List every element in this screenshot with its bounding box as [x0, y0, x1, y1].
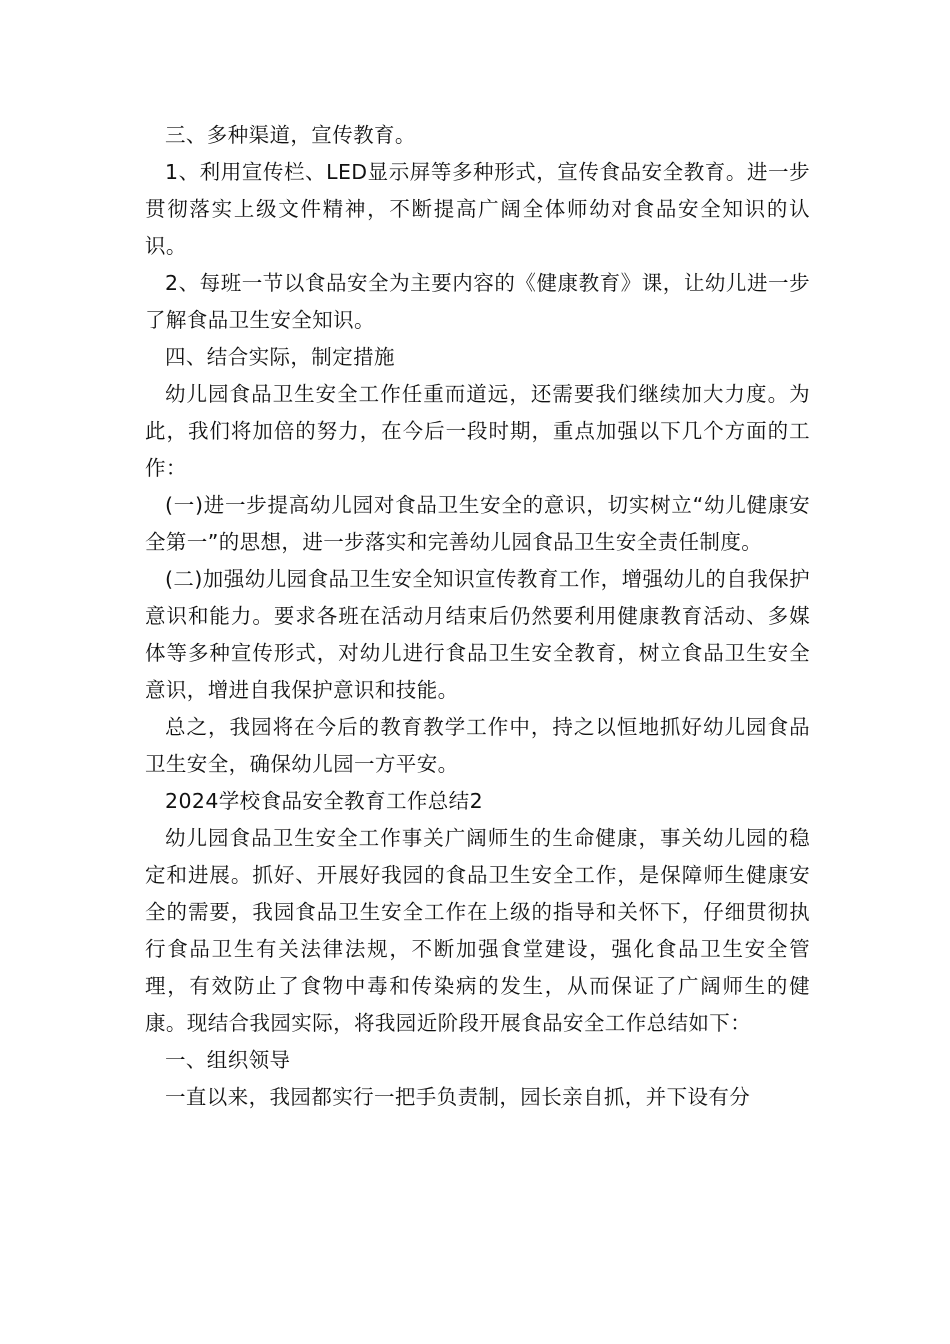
document-subtitle: 2024学校食品安全教育工作总结2	[165, 789, 484, 813]
paragraph-item-2: 2、每班一节以食品安全为主要内容的《健康教育》课，让幼儿进一步了解食品卫生安全知识。	[145, 271, 810, 332]
section-heading-four: 四、结合实际，制定措施	[165, 345, 395, 369]
paragraph-summary-intro: 幼儿园食品卫生安全工作事关广阔师生的生命健康，事关幼儿园的稳定和进展。抓好、开展好我园的食品卫生安全工作，是保障师生健康安全的需要，我园食品卫生安全工作在上级的指导和关怀下，仔细贯彻执行食品卫生有关法律法规，不断加强食堂建设，强化食品卫生安全管理，有效防止了食物中毒和传染病的发生，从而保证了广阔师生的健康。现结合我园实际，将我园近阶段开展食品安全工作总结如下：	[145, 826, 810, 1035]
section-heading-one: 一、组织领导	[165, 1048, 291, 1072]
paragraph-measure-two: (二)加强幼儿园食品卫生安全知识宣传教育工作，增强幼儿的自我保护意识和能力。要求各班在活动月结束后仍然要利用健康教育活动、多媒体等多种宣传形式，对幼儿进行食品卫生安全教育，树立食品卫生安全意识，增进自我保护意识和技能。	[145, 567, 810, 702]
paragraph-organization: 一直以来，我园都实行一把手负责制，园长亲自抓，并下设有分	[165, 1085, 751, 1109]
paragraph-item-1: 1、利用宣传栏、LED显示屏等多种形式，宣传食品安全教育。进一步贯彻落实上级文件精神，不断提高广阔全体师幼对食品安全知识的认识。	[145, 160, 810, 258]
paragraph-conclusion: 总之，我园将在今后的教育教学工作中，持之以恒地抓好幼儿园食品卫生安全，确保幼儿园一方平安。	[145, 715, 810, 776]
document-body	[145, 117, 810, 1116]
section-heading-three: 三、多种渠道，宣传教育。	[165, 123, 416, 147]
paragraph-measure-one: (一)进一步提高幼儿园对食品卫生安全的意识，切实树立“幼儿健康安全第一”的思想，进一步落实和完善幼儿园食品卫生安全责任制度。	[145, 493, 810, 554]
paragraph-intro: 幼儿园食品卫生安全工作任重而道远，还需要我们继续加大力度。为此，我们将加倍的努力，在今后一段时期，重点加强以下几个方面的工作：	[145, 382, 810, 480]
